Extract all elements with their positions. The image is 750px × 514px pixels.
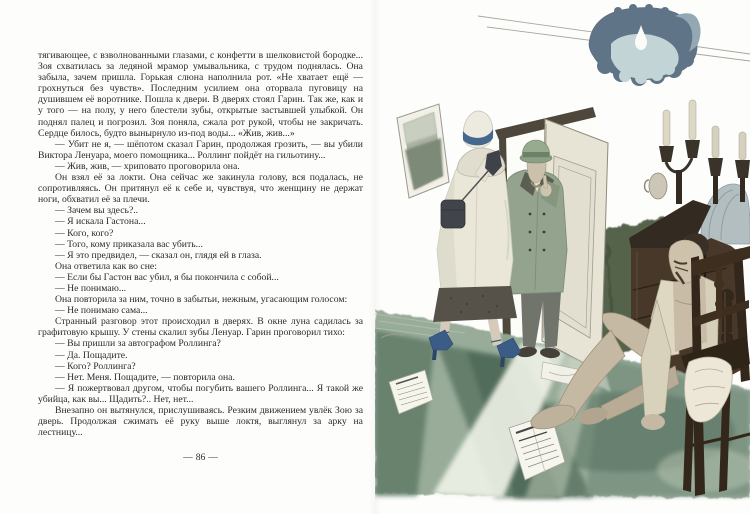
handbag [441, 200, 465, 228]
cloche-hat [463, 111, 493, 148]
paragraph: — Жив, жив, — хриповато проговорила она. [55, 160, 240, 172]
paragraph: — Вы пришли за автографом Роллинга? [55, 338, 221, 350]
wall-picture-frame [397, 104, 449, 198]
illustration [375, 0, 750, 514]
footer-dash-right: — [208, 452, 218, 463]
paragraph: — Я это предвидел, — сказал он, глядя ей в глаза. [55, 249, 262, 261]
paragraph: — Зачем вы здесь?.. [55, 205, 139, 217]
paragraph: — Не понимаю сама... [55, 305, 148, 317]
paragraph: тягивающее, с взволнованными глазами, с конфетти в шелковистой бородке... Зоя схватилась за ледяной мрамор умывальника, с трудом поднялась. Она забыла, зачем пришла. Горькая слюна наполнила рот. «Не хватает ещё — грохнуться без чувств». Последним усилием она оторвала пуговицу на душившем её воротнике. Пошла к двери. В дверях стоял Гарин. Так же, как и у того — на полу, у него блестели зубы, открытые застывшей улыбкой. Он поднял палец и погрозил. Зоя поняла, сжала рот рукой, чтобы не закричать. Сердце билось, будто вынырнуло из-под воды... «Жив, жив...» [38, 50, 363, 139]
paragraph: — Я искала Гастона... [55, 216, 146, 228]
paragraph: Он взял её за локти. Она сейчас же закинула голову, вся подалась, не сопротивляясь. Он притянул её к себе и, чувствуя, что женщину не держат ноги, обхватил её за плечи. [38, 172, 363, 206]
paragraph: — Кого, кого? [55, 227, 114, 239]
page-footer [38, 452, 363, 463]
paragraph: — Я пожертвовал другом, чтобы погубить вашего Роллинга... Я такой же убийца, как вы... Щадить?.. Нет, нет... [38, 382, 363, 405]
paragraph: — Убит не я, — шёпотом сказал Гарин, продолжая грозить, — вы убили Виктора Ленуара, моего помощника... Роллинг пойдёт на гильотину... [38, 138, 363, 161]
paragraph: Внезапно он вытянулся, прислушиваясь. Резким движением увлёк Зою за дверь. Продолжая сжимать её руку выше локтя, выглянул за арку на лестницу... [38, 405, 363, 439]
footer-dash-left: — [183, 452, 193, 463]
paragraph: Она повторила за ним, точно в забытьи, нежным, угасающим голосом: [55, 294, 348, 306]
skirt-hem [433, 286, 517, 322]
right-page [375, 0, 750, 514]
paragraph: — Того, кому приказала вас убить... [55, 238, 203, 250]
ceiling-lamp-icon [589, 4, 701, 86]
paragraph: Она ответила как во сне: [55, 260, 157, 272]
page-number: 86 [195, 452, 206, 463]
paragraph: — Нет. Меня. Пощадите, — повторила она. [55, 371, 235, 383]
jug-icon [645, 173, 668, 199]
paragraph: — Если бы Гастон вас убил, я бы покончила с собой... [55, 271, 279, 283]
paragraph: — Не понимаю... [55, 282, 127, 294]
paragraph: — Да. Пощадите. [55, 349, 128, 361]
paragraph: Странный разговор этот происходил в дверях. В окне луна садилась за графитовую крышу. У стены скалил зубы Ленуар. Гарин проговорил тихо: [38, 316, 363, 339]
page-text [38, 50, 363, 438]
paragraph: — Кого? Роллинга? [55, 360, 136, 372]
